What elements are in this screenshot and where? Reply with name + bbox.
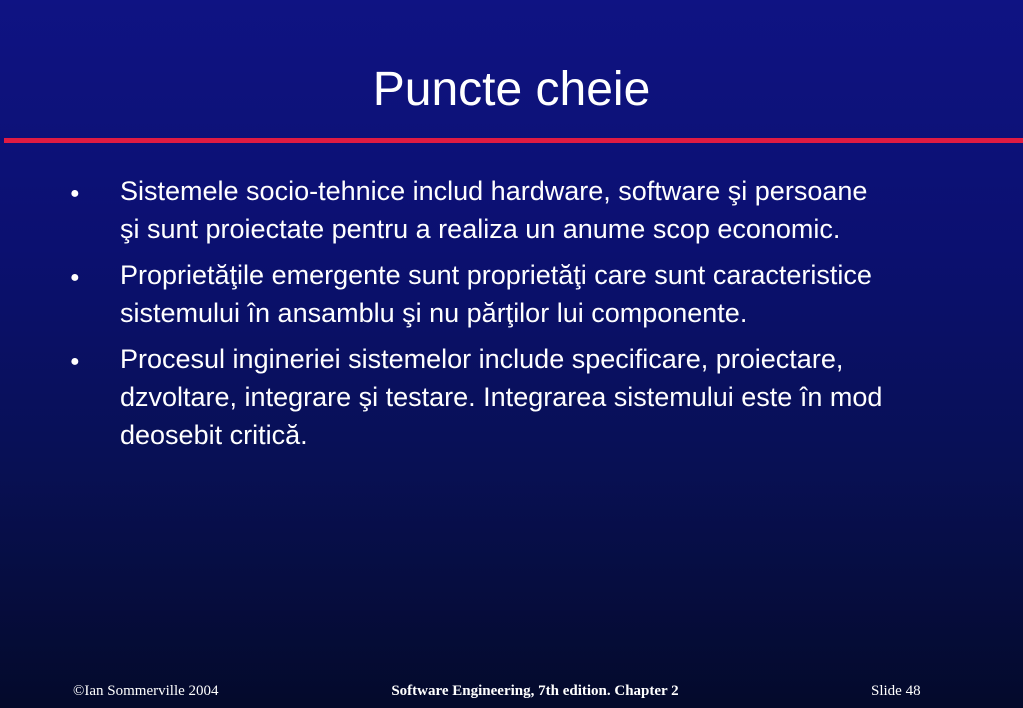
bullet-item — [70, 256, 890, 332]
title-divider — [4, 138, 1023, 143]
bullet-dot-icon: ● — [70, 185, 80, 202]
bullet-text: Proprietăţile emergente sunt proprietăţi care sunt caracteristice sistemului în ansamblu şi nu părţilor lui componente. — [120, 260, 872, 328]
bullet-list — [70, 172, 890, 462]
bullet-dot-icon: ● — [70, 269, 80, 286]
bullet-item — [70, 172, 890, 248]
bullet-item — [70, 340, 890, 454]
footer-slide-number: Slide 48 — [871, 683, 921, 699]
slide-title: Puncte cheie — [372, 63, 651, 116]
bullet-dot-icon: ● — [70, 353, 80, 370]
bullet-text: Sistemele socio-tehnice includ hardware, software şi persoane şi sunt proiectate pentru a realiza un anume scop economic. — [120, 176, 868, 244]
bullet-text: Procesul ingineriei sistemelor include specificare, proiectare, dzvoltare, integrare şi testare. Integrarea sistemului este în mod deosebit critică. — [120, 344, 883, 450]
footer-book-title: Software Engineering, 7th edition. Chapter 2 — [391, 683, 679, 699]
footer-copyright: ©Ian Sommerville 2004 — [73, 683, 219, 699]
